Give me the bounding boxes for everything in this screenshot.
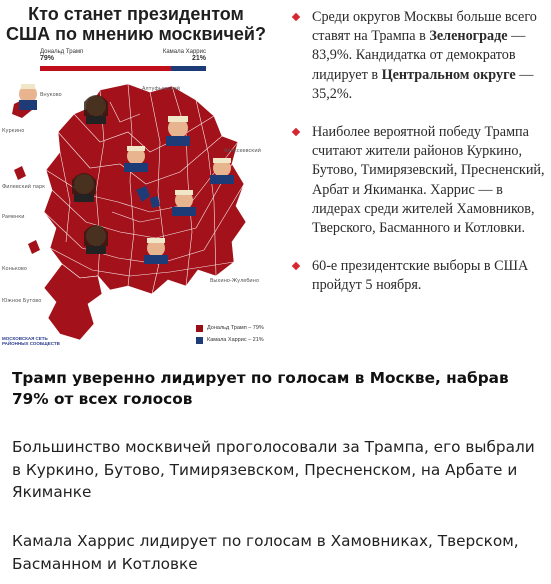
district-label: Алтуфьевский (142, 86, 181, 92)
trump-portrait-icon (19, 84, 37, 110)
facts-list (284, 8, 546, 315)
district-label: Выхино-Жулебино (210, 278, 259, 284)
legend-item-harris (196, 334, 264, 346)
source-logo-text: МОСКОВСКАЯ СЕТЬ РАЙОННЫХ СООБЩЕСТВ (2, 336, 60, 346)
district-label: Куркино (2, 128, 25, 134)
enclave-territory (28, 240, 40, 254)
legend-swatch (196, 337, 203, 344)
district-label: Южное Бутово (2, 298, 42, 304)
harris-portrait-icon (72, 173, 96, 202)
district-label: Алексеевский (224, 148, 261, 154)
trump-share-segment (40, 66, 171, 71)
district-label: Коньково (2, 266, 27, 272)
enclave-territory (14, 166, 26, 180)
fact-item: 60-е президентские выборы в США пройдут 5 ноября. (284, 257, 546, 295)
post-paragraph: Камала Харрис лидирует по голосам в Хамовниках, Тверском, Басманном и Котловке (12, 532, 519, 573)
red-diamond-bullet-icon (292, 128, 300, 136)
trump-portrait-icon (210, 158, 234, 184)
red-diamond-bullet-icon (292, 262, 300, 270)
vote-share-bar (40, 66, 206, 71)
district-label: Филевский парк (2, 184, 46, 190)
legend-swatch (196, 325, 203, 332)
trump-bar-label: Дональд Трамп (40, 49, 84, 55)
legend-item-trump (196, 322, 264, 334)
legend-label: Дональд Трамп – 79% (207, 325, 264, 331)
trump-bar-value: 79% (40, 55, 55, 62)
district-label: Внуково (40, 92, 62, 98)
map-panel (0, 0, 276, 358)
post-paragraph: Большинство москвичей проголосовали за Трампа, его выбрали в Куркино, Бутово, Тимирязевском, Пресненском, на Арбате и Якиманке (12, 438, 535, 501)
harris-bar-value: 21% (191, 55, 206, 62)
fact-item: Наиболее вероятной победу Трампа считают жители районов Куркино, Бутово, Тимирязевский, Пресненский, Арбат и Якиманка. Харрис — в лидерах среди жителей Хамовников, Тверского, Басманного и Котловки. (284, 123, 546, 238)
moscow-district-map (0, 72, 276, 358)
harris-portrait-icon (84, 225, 108, 254)
map-title: Кто станет президентом США по мнению москвичей? (6, 4, 266, 44)
map-legend (196, 322, 264, 346)
red-diamond-bullet-icon (292, 13, 300, 21)
harris-bar-label: Камала Харрис (162, 49, 206, 55)
post-headline: Трамп уверенно лидирует по голосам в Москве, набрав 79% от всех голосов (12, 369, 509, 408)
trump-portrait-icon (172, 190, 196, 216)
vote-bar-labels (40, 49, 206, 65)
legend-label: Камала Харрис – 21% (207, 337, 264, 343)
harris-portrait-icon (84, 95, 108, 124)
trump-portrait-icon (124, 146, 148, 172)
trump-portrait-icon (166, 116, 190, 146)
district-label: Раменки (2, 214, 25, 220)
trump-portrait-icon (144, 238, 168, 264)
fact-item: Среди округов Москвы больше всего ставят на Трампа в Зеленограде — 83,9%. Кандидатка от демократов лидирует в Центральном округе — 35,2%. (284, 8, 546, 104)
harris-share-segment (171, 66, 206, 71)
